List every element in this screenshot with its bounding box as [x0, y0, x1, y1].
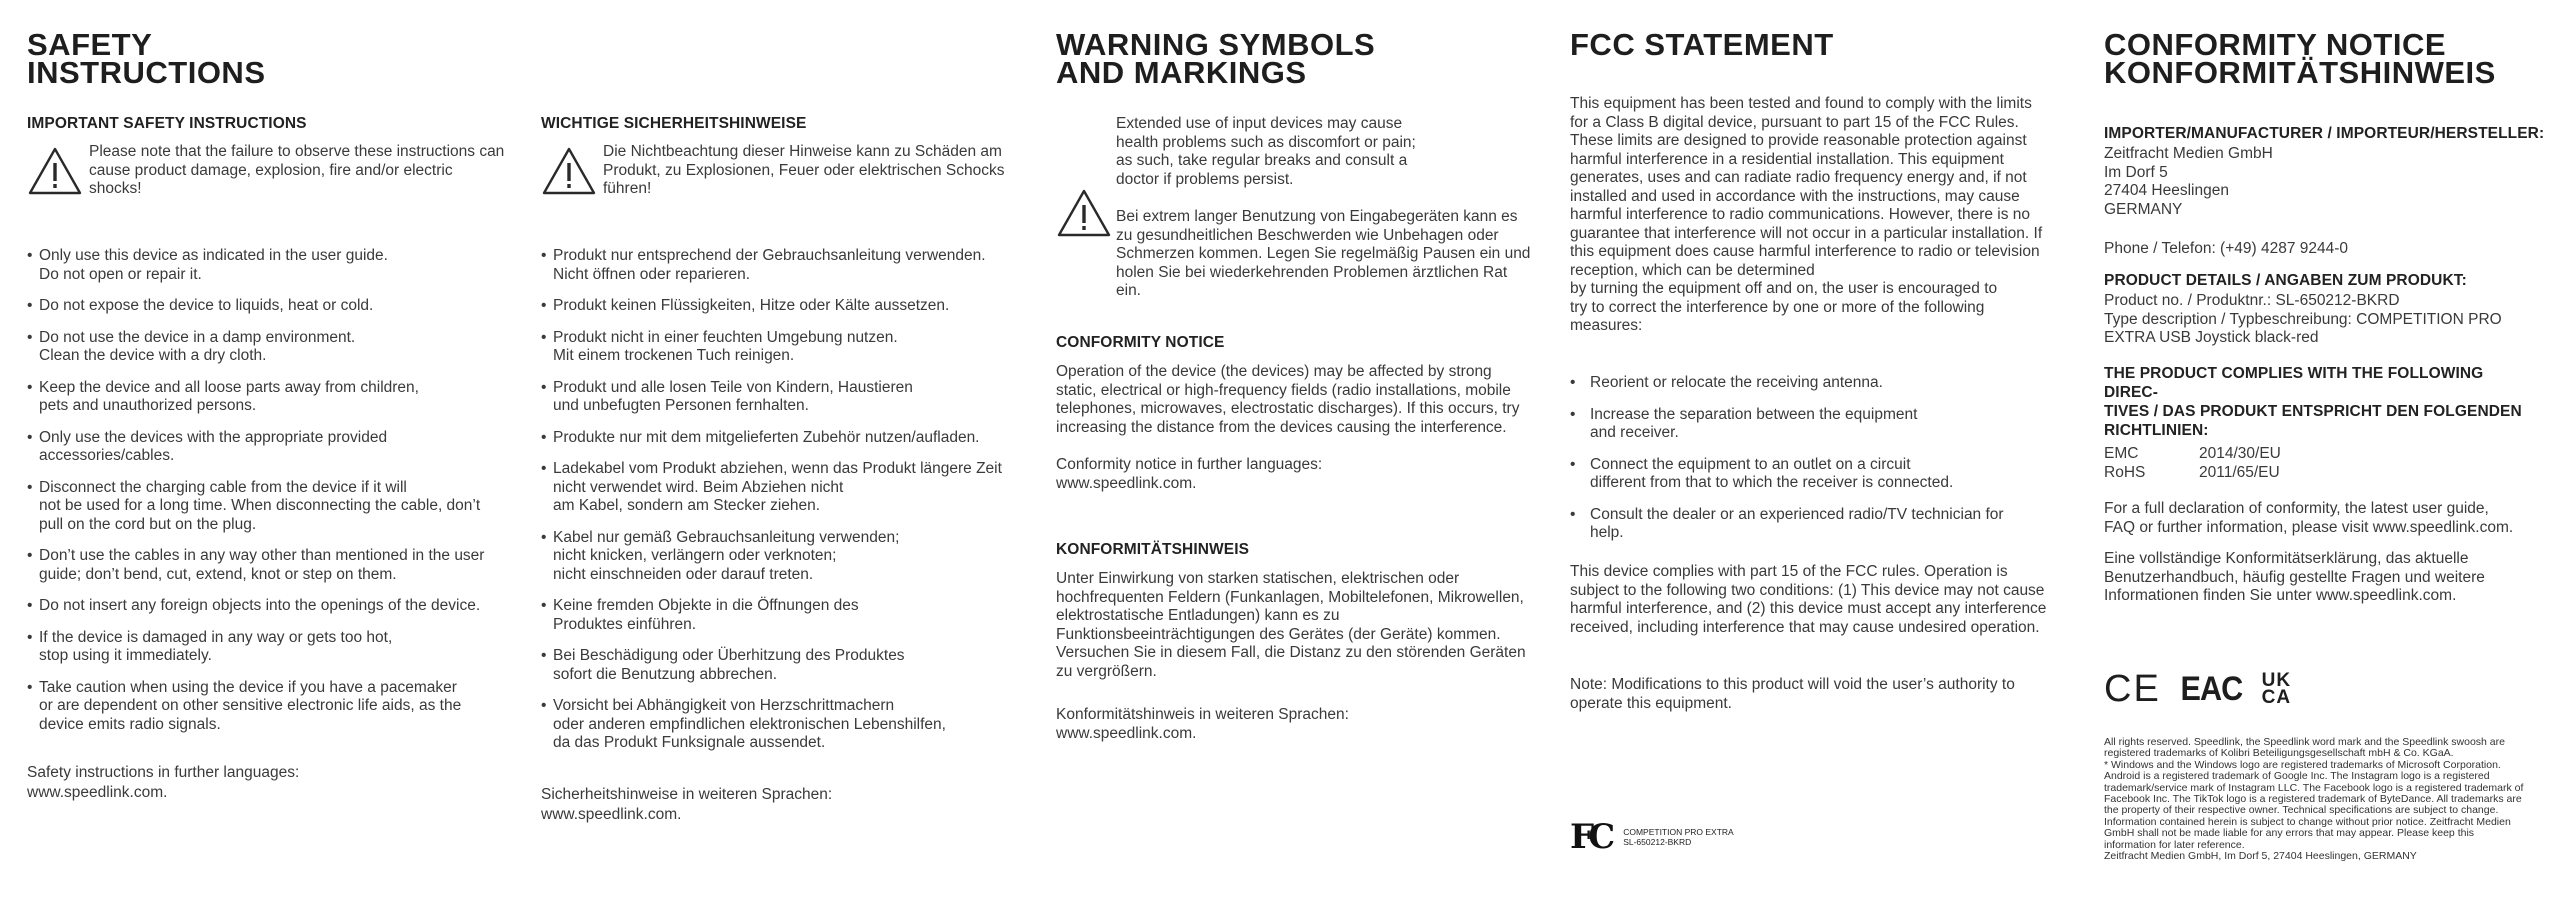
safety-further-label: Safety instructions in further languages:: [27, 764, 300, 781]
importer-phone: Phone / Telefon: (+49) 4287 9244-0: [2104, 240, 2349, 257]
list-item: • Don’t use the cables in any way other than mentioned in the user guide; don’t bend, cut, extend, knot or step on them.: [27, 547, 507, 584]
list-item: • Kabel nur gemäß Gebrauchsanleitung verwenden; nicht knicken, verlängern oder verknoten; nicht einschneiden oder darauf treten.: [541, 529, 1021, 585]
directive-row: [2104, 445, 2281, 464]
safety-warning-text: Please note that the failure to observe these instructions can cause product damage, explosion, fire and/or electric shocks!: [89, 143, 505, 197]
list-item: • Produkt nicht in einer feuchten Umgebung nutzen. Mit einem trockenen Tuch reinigen.: [541, 329, 1021, 366]
directive-name: RoHS: [2104, 463, 2146, 481]
list-item: • Consult the dealer or an experienced radio/TV technician for help.: [1570, 506, 2030, 543]
list-item: • Take caution when using the device if you have a pacemaker or are dependent on other sensitive electronic life aids, as the device emits radio signals.: [27, 679, 507, 735]
legal-text: All rights reserved. Speedlink, the Speedlink word mark and the Speedlink swoosh are registered trademarks of Kolibri Beteiligungsgesellschaft mbH & Co. KGaA. * Windows and the Windows logo are registered trademarks of Microsoft Corporation. Android is a registered trademark of Google Inc. The Instagram logo is a registered trademark/service mark of Instagram LLC. The Facebook logo is a registered trademark of Facebook Inc. The TikTok logo is a registered trademark of ByteDance. All trademarks are the property of their respective owner. Technical specifications are subject to change. Information contained herein is subject to change without prior notice. Zeitfracht Medien GmbH shall not be made liable for any errors that may appear. Please keep this information for later reference. Zeitfracht Medien GmbH, Im Dorf 5, 27404 Heeslingen, GERMANY: [2104, 736, 2524, 863]
list-item: • Only use this device as indicated in the user guide. Do not open or repair it.: [27, 247, 507, 284]
sicherheit-further-label: Sicherheitshinweise in weiteren Sprachen:: [541, 786, 833, 803]
warning-triangle-icon: [27, 146, 83, 196]
list-item: • Reorient or relocate the receiving antenna.: [1570, 374, 2030, 393]
fcc-heading: FCC STATEMENT: [1570, 27, 1834, 62]
sicherheit-warning-text: Die Nichtbeachtung dieser Hinweise kann zu Schäden am Produkt, zu Explosionen, Feuer oder elektrischen Schocks führen!: [603, 143, 1005, 197]
directive-row: [2104, 464, 2281, 483]
list-item: • Keep the device and all loose parts away from children, pets and unauthorized persons.: [27, 379, 507, 416]
full-declaration-en: For a full declaration of conformity, the latest user guide, FAQ or further information, please visit www.speedlink.com.: [2104, 500, 2514, 536]
list-item: • Bei Beschädigung oder Überhitzung des Produktes sofort die Benutzung abbrechen.: [541, 647, 1021, 684]
ce-mark: CE: [2104, 668, 2161, 710]
list-item: • Only use the devices with the appropriate provided accessories/cables.: [27, 429, 507, 466]
safety-list: [27, 247, 507, 747]
directive-value: 2014/30/EU: [2199, 445, 2281, 462]
list-item: • Ladekabel vom Produkt abziehen, wenn das Produkt längere Zeit nicht verwendet wird. Beim Abziehen nicht am Kabel, sondern am Stecker ziehen.: [541, 460, 1021, 516]
directives-table: [2104, 445, 2281, 482]
conformity-notice-title: CONFORMITY NOTICE: [1056, 334, 1225, 351]
conformity-heading: CONFORMITY NOTICE KONFORMITÄTSHINWEIS: [2104, 27, 2496, 90]
list-item: • Produkt und alle losen Teile von Kindern, Haustieren und unbefugten Personen fernhalten.: [541, 379, 1021, 416]
konformitaet-text: Unter Einwirkung von starken statischen, elektrischen oder hochfrequenten Feldern (Funkanlagen, Mobiltelefonen, Mikrowellen, elektrostatische Entladungen) kann es zu Funktionsbeeinträchtigungen des Gerätes (der Geräte) kommen. Versuchen Sie in diesem Fall, die Distanz zu den störenden Geräten zu vergrößern.: [1056, 570, 1526, 680]
list-item: • Connect the equipment to an outlet on a circuit different from that to which the receiver is connected.: [1570, 456, 2030, 493]
importer-address: Zeitfracht Medien GmbH Im Dorf 5 27404 Heeslingen GERMANY: [2104, 145, 2273, 218]
important-safety-title: IMPORTANT SAFETY INSTRUCTIONS: [27, 115, 307, 132]
fcc-logo-block: [1570, 817, 1734, 857]
fcc-part15: This device complies with part 15 of the FCC rules. Operation is subject to the following two conditions: (1) This device may not cause harmful interference, and (2) this device must accept any interference received, including interference that may cause undesired operation.: [1570, 563, 2047, 636]
list-item: • Produkt nur entsprechend der Gebrauchsanleitung verwenden. Nicht öffnen oder reparieren.: [541, 247, 1021, 284]
directives-title: THE PRODUCT COMPLIES WITH THE FOLLOWING DIREC- TIVES / DAS PRODUKT ENTSPRICHT DEN FOLGENDEN RICHTLINIEN:: [2104, 365, 2522, 439]
konformitaet-title: KONFORMITÄTSHINWEIS: [1056, 541, 1250, 558]
list-item: • Do not expose the device to liquids, heat or cold.: [27, 297, 507, 316]
warning-en-text: Extended use of input devices may cause health problems such as discomfort or pain; as such, take regular breaks and consult a doctor if problems persist.: [1116, 115, 1416, 188]
warning-de-text: Bei extrem langer Benutzung von Eingabegeräten kann es zu gesundheitlichen Beschwerden wie Unbehagen oder Schmerzen kommen. Legen Sie regelmäßig Pausen ein und holen Sie bei wiederkehrenden Problemen ärztlichen Rat ein.: [1116, 208, 1531, 299]
fcc-intro: This equipment has been tested and found to comply with the limits for a Class B digital device, pursuant to part 15 of the FCC Rules. These limits are designed to provide reasonable protection against harmful interference in a residential installation. This equipment generates, uses and can radiate radio frequency energy and, if not installed and used in accordance with the instructions, may cause harmful interference to radio communications. However, there is no guarantee that interference will not occur in a particular installation. If this equipment does cause harmful interference to radio or television reception, which can be determined by turning the equipment off and on, the user is encouraged to try to correct the interference by one or more of the following measures:: [1570, 95, 2043, 334]
eac-mark: EAC: [2180, 670, 2243, 708]
list-item: • If the device is damaged in any way or gets too hot, stop using it immediately.: [27, 629, 507, 666]
list-item: • Do not use the device in a damp environment. Clean the device with a dry cloth.: [27, 329, 507, 366]
warning-symbols-heading: WARNING SYMBOLS AND MARKINGS: [1056, 27, 1376, 90]
list-item: • Increase the separation between the equipment and receiver.: [1570, 406, 2030, 443]
product-details-text: Product no. / Produktnr.: SL-650212-BKRD Type description / Typbeschreibung: COMPETITION PRO EXTRA USB Joystick black-red: [2104, 292, 2502, 346]
list-item: • Keine fremden Objekte in die Öffnungen des Produktes einführen.: [541, 597, 1021, 634]
fcc-note: Note: Modifications to this product will void the user’s authority to operate this equipment.: [1570, 676, 2015, 712]
konformitaet-further: Konformitätshinweis in weiteren Sprachen: www.speedlink.com.: [1056, 706, 1349, 742]
list-item: • Disconnect the charging cable from the device if it will not be used for a long time. When disconnecting the cable, don’t pull on the cord but on the plug.: [27, 479, 507, 535]
conformity-further: Conformity notice in further languages: www.speedlink.com.: [1056, 456, 1323, 492]
list-item: • Produkt keinen Flüssigkeiten, Hitze oder Kälte aussetzen.: [541, 297, 1021, 316]
directive-value: 2011/65/EU: [2199, 463, 2280, 481]
directive-name: EMC: [2104, 445, 2139, 462]
list-item: • Do not insert any foreign objects into the openings of the device.: [27, 597, 507, 616]
sicherheit-title: WICHTIGE SICHERHEITSHINWEISE: [541, 115, 807, 132]
list-item: • Vorsicht bei Abhängigkeit von Herzschrittmachern oder anderen empfindlichen elektronischen Lebenshilfen, da das Produkt Funksignale aussendet.: [541, 697, 1021, 753]
sicherheit-further-link[interactable]: www.speedlink.com.: [541, 806, 682, 823]
fcc-logo: FC: [1570, 817, 1610, 857]
warning-triangle-icon: [541, 146, 597, 196]
sicherheit-list: [541, 247, 1021, 766]
safety-further-link[interactable]: www.speedlink.com.: [27, 784, 168, 801]
product-details-title: PRODUCT DETAILS / ANGABEN ZUM PRODUKT:: [2104, 272, 2467, 289]
fcc-measures: [1570, 374, 2030, 556]
warning-triangle-icon: [1056, 188, 1112, 238]
full-declaration-de: Eine vollständige Konformitätserklärung, das aktuelle Benutzerhandbuch, häufig gestellte Fragen und weitere Informationen finden Sie unter www.speedlink.com.: [2104, 550, 2485, 604]
list-item: • Produkte nur mit dem mitgelieferten Zubehör nutzen/aufladen.: [541, 429, 1021, 448]
certification-marks: [2104, 670, 2291, 708]
safety-heading: SAFETY INSTRUCTIONS: [27, 27, 266, 90]
fcc-logo-caption: COMPETITION PRO EXTRA SL-650212-BKRD: [1623, 827, 1734, 847]
ukca-mark: UK CA: [2261, 670, 2292, 708]
conformity-notice-text: Operation of the device (the devices) may be affected by strong static, electrical or high-frequency fields (radio installations, mobile telephones, microwaves, electrostatic discharges). If this occurs, try increasing the distance from the devices causing the interference.: [1056, 363, 1520, 436]
importer-title: IMPORTER/MANUFACTURER / IMPORTEUR/HERSTELLER:: [2104, 125, 2545, 142]
